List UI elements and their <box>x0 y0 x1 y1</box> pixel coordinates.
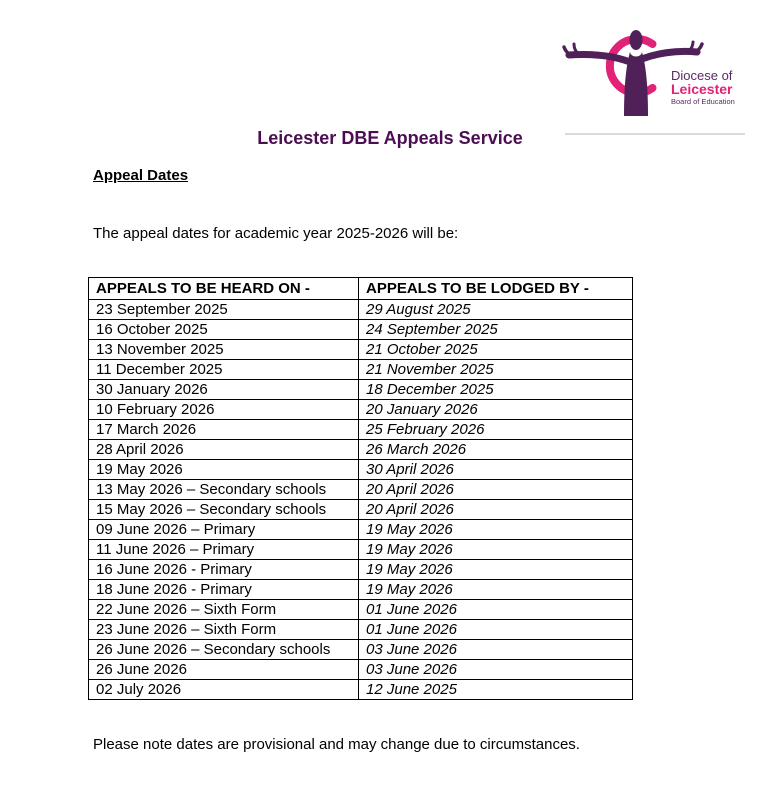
heard-on-cell: 10 February 2026 <box>89 400 359 420</box>
lodged-by-cell: 20 April 2026 <box>359 500 633 520</box>
page-title: Leicester DBE Appeals Service <box>257 128 523 148</box>
lodged-by-cell: 01 June 2026 <box>359 620 633 640</box>
lodged-by-cell: 20 April 2026 <box>359 480 633 500</box>
lodged-by-cell: 03 June 2026 <box>359 640 633 660</box>
heard-on-cell: 11 December 2025 <box>89 360 359 380</box>
table-row <box>89 420 633 440</box>
section-heading-appeal-dates: Appeal Dates <box>93 167 189 184</box>
logo-text-diocese-of: Diocese of <box>671 68 733 83</box>
table-row <box>89 480 633 500</box>
table-row <box>89 460 633 480</box>
logo-text-leicester: Leicester <box>671 81 733 97</box>
heard-on-cell: 16 June 2026 - Primary <box>89 560 359 580</box>
heard-on-cell: 13 May 2026 – Secondary schools <box>89 480 359 500</box>
logo-text-board-of-education: Board of Education <box>671 97 735 106</box>
lodged-by-cell: 19 May 2026 <box>359 520 633 540</box>
lodged-by-cell: 19 May 2026 <box>359 560 633 580</box>
heard-on-cell: 28 April 2026 <box>89 440 359 460</box>
heard-on-cell: 18 June 2026 - Primary <box>89 580 359 600</box>
heard-on-cell: 26 June 2026 <box>89 660 359 680</box>
table-row <box>89 360 633 380</box>
heard-on-cell: 16 October 2025 <box>89 320 359 340</box>
heard-on-cell: 22 June 2026 – Sixth Form <box>89 600 359 620</box>
table-row <box>89 620 633 640</box>
lodged-by-cell: 24 September 2025 <box>359 320 633 340</box>
footnote-text: Please note dates are provisional and may change due to circumstances. <box>93 736 580 753</box>
table-header-row <box>89 278 633 300</box>
table-row <box>89 340 633 360</box>
table-row <box>89 440 633 460</box>
heard-on-cell: 02 July 2026 <box>89 680 359 700</box>
table-row <box>89 640 633 660</box>
table-row <box>89 540 633 560</box>
table-row <box>89 380 633 400</box>
lodged-by-cell: 20 January 2026 <box>359 400 633 420</box>
table-row <box>89 500 633 520</box>
lodged-by-cell: 25 February 2026 <box>359 420 633 440</box>
heard-on-cell: 23 September 2025 <box>89 300 359 320</box>
lodged-by-cell: 21 November 2025 <box>359 360 633 380</box>
lodged-by-cell: 21 October 2025 <box>359 340 633 360</box>
table-row <box>89 680 633 700</box>
heard-on-cell: 11 June 2026 – Primary <box>89 540 359 560</box>
appeal-dates-table <box>88 277 633 700</box>
heard-on-cell: 23 June 2026 – Sixth Form <box>89 620 359 640</box>
table-row <box>89 520 633 540</box>
heard-on-cell: 19 May 2026 <box>89 460 359 480</box>
lodged-by-cell: 12 June 2025 <box>359 680 633 700</box>
heard-on-cell: 09 June 2026 – Primary <box>89 520 359 540</box>
heard-on-cell: 13 November 2025 <box>89 340 359 360</box>
diocese-logo-graphic <box>561 28 761 120</box>
table-row <box>89 580 633 600</box>
table-row <box>89 400 633 420</box>
table-row <box>89 560 633 580</box>
table-row <box>89 300 633 320</box>
table-row <box>89 600 633 620</box>
lodged-by-cell: 19 May 2026 <box>359 540 633 560</box>
lodged-by-cell: 26 March 2026 <box>359 440 633 460</box>
lodged-by-cell: 01 June 2026 <box>359 600 633 620</box>
heard-on-column-header: APPEALS TO BE HEARD ON - <box>89 278 359 300</box>
table-row <box>89 320 633 340</box>
table-row <box>89 660 633 680</box>
heard-on-cell: 26 June 2026 – Secondary schools <box>89 640 359 660</box>
intro-text: The appeal dates for academic year 2025-2026 will be: <box>93 225 459 242</box>
lodged-by-cell: 29 August 2025 <box>359 300 633 320</box>
appeal-dates-table-body <box>89 300 633 700</box>
lodged-by-column-header: APPEALS TO BE LODGED BY - <box>359 278 633 300</box>
heard-on-cell: 15 May 2026 – Secondary schools <box>89 500 359 520</box>
lodged-by-cell: 03 June 2026 <box>359 660 633 680</box>
lodged-by-cell: 18 December 2025 <box>359 380 633 400</box>
diocese-of-leicester-logo <box>561 28 761 120</box>
lodged-by-cell: 30 April 2026 <box>359 460 633 480</box>
heard-on-cell: 30 January 2026 <box>89 380 359 400</box>
heard-on-cell: 17 March 2026 <box>89 420 359 440</box>
lodged-by-cell: 19 May 2026 <box>359 580 633 600</box>
